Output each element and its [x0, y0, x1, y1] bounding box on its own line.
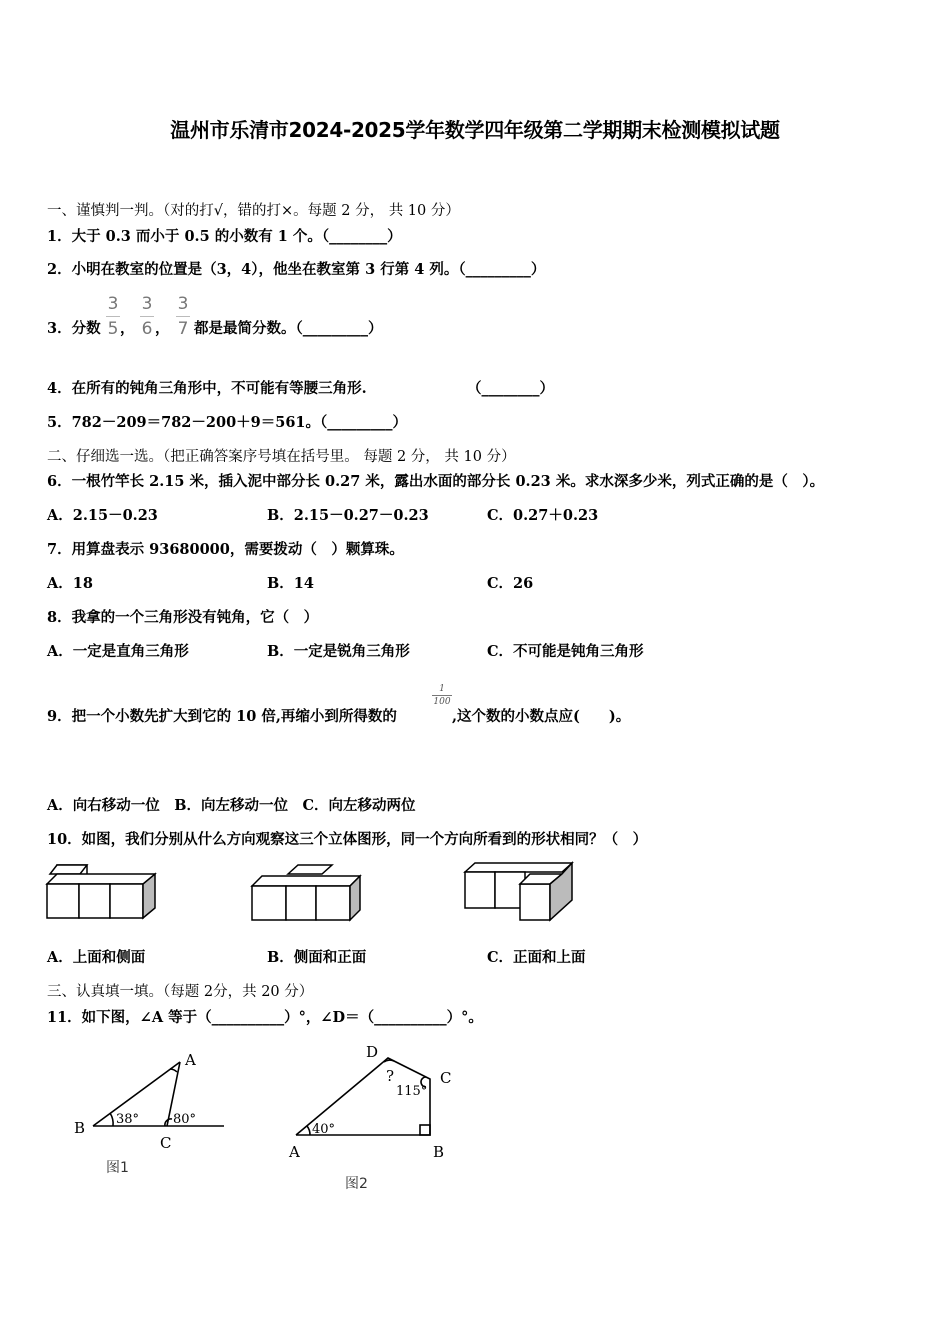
q7-option-b: B．14 — [267, 575, 314, 592]
fig1-caption: 图1 — [106, 1160, 129, 1176]
q10-option-a: A．上面和侧面 — [47, 949, 146, 966]
question-2: 2．小明在教室的位置是（3，4），他坐在教室第 3 行第 4 列。（_________） — [47, 261, 546, 278]
page-title: 温州市乐清市2024-2025学年数学四年级第二学期期末检测模拟试题 — [170, 118, 780, 142]
separator: ， — [120, 320, 135, 337]
q7-option-c: C．26 — [487, 575, 534, 592]
fig2-label-c: C — [440, 1069, 452, 1087]
q9-options: A．向右移动一位 B．向左移动一位 C．向左移动两位 — [47, 797, 416, 814]
question-10: 10．如图，我们分别从什么方向观察这三个立体图形，同一个方向所看到的形状相同？（ ） — [47, 831, 648, 848]
q6-option-c: C．0.27＋0.23 — [487, 507, 599, 524]
fraction-3-5: 3 5 — [107, 294, 119, 339]
figure-1-triangle — [60, 1035, 240, 1185]
question-9-prefix: 9．把一个小数先扩大到它的 10 倍,再缩小到所得数的 — [47, 708, 397, 725]
q8-option-b: B．一定是锐角三角形 — [267, 643, 410, 660]
q8-option-c: C．不可能是钝角三角形 — [487, 643, 644, 660]
section1-heading: 一、谨慎判一判。（对的打√，错的打×。每题 2 分， 共 10 分） — [47, 203, 460, 219]
figure-2-quadrilateral — [280, 1035, 480, 1165]
fraction-1-100: 1 100 — [433, 684, 451, 707]
cube-figure-b — [240, 862, 365, 924]
separator: ， — [155, 320, 170, 337]
fig1-angle-c: 80° — [173, 1112, 197, 1127]
fig1-label-c: C — [160, 1134, 172, 1152]
q10-option-c: C．正面和上面 — [487, 949, 586, 966]
fraction-3-6: 3 6 — [141, 294, 153, 339]
question-4-blank: （________） — [467, 380, 554, 397]
question-7: 7．用算盘表示 93680000，需要拨动（ ）颗算珠。 — [47, 541, 404, 558]
q6-option-b: B．2.15－0.27－0.23 — [267, 507, 429, 524]
question-11: 11．如下图，∠A 等于（__________）°，∠D＝（__________）°。 — [47, 1009, 483, 1026]
fig2-angle-d: ? — [386, 1067, 395, 1085]
fig2-label-d: D — [366, 1043, 379, 1061]
section2-heading: 二、仔细选一选。（把正确答案序号填在括号里。 每题 2 分， 共 10 分） — [47, 449, 516, 465]
q10-option-b: B．侧面和正面 — [267, 949, 367, 966]
section3-heading: 三、认真填一填。（每题 2分，共 20 分） — [47, 984, 314, 1000]
fig1-label-a: A — [185, 1051, 196, 1069]
fig2-caption: 图2 — [345, 1176, 368, 1192]
q8-option-a: A．一定是直角三角形 — [47, 643, 189, 660]
question-9-suffix: ,这个数的小数点应( )。 — [452, 708, 631, 725]
fig2-label-b: B — [433, 1143, 445, 1161]
question-6: 6．一根竹竿长 2.15 米，插入泥中部分长 0.27 米，露出水面的部分长 0.23 米。求水深多少米，列式正确的是（ ）。 — [47, 473, 825, 490]
fig2-label-a: A — [289, 1143, 300, 1161]
fig1-label-b: B — [74, 1119, 86, 1137]
fig1-angle-b: 38° — [116, 1112, 140, 1127]
q7-option-a: A．18 — [47, 575, 93, 592]
q6-option-a: A．2.15－0.23 — [47, 507, 158, 524]
fraction-3-7: 3 7 — [177, 294, 189, 339]
question-8: 8．我拿的一个三角形没有钝角，它（ ） — [47, 609, 319, 626]
question-5: 5．782－209＝782－200＋9＝561。（_________） — [47, 414, 408, 431]
question-4: 4．在所有的钝角三角形中，不可能有等腰三角形. — [47, 380, 367, 397]
cube-figure-c — [460, 860, 580, 925]
question-3-suffix: 都是最简分数。（_________） — [194, 320, 383, 337]
question-3-prefix: 3．分数 — [47, 320, 101, 337]
fig2-angle-a: 40° — [312, 1122, 336, 1137]
cube-figure-a — [45, 862, 160, 922]
fig2-angle-c: 115° — [396, 1084, 428, 1099]
question-1: 1．大于 0.3 而小于 0.5 的小数有 1 个。（________） — [47, 228, 402, 245]
